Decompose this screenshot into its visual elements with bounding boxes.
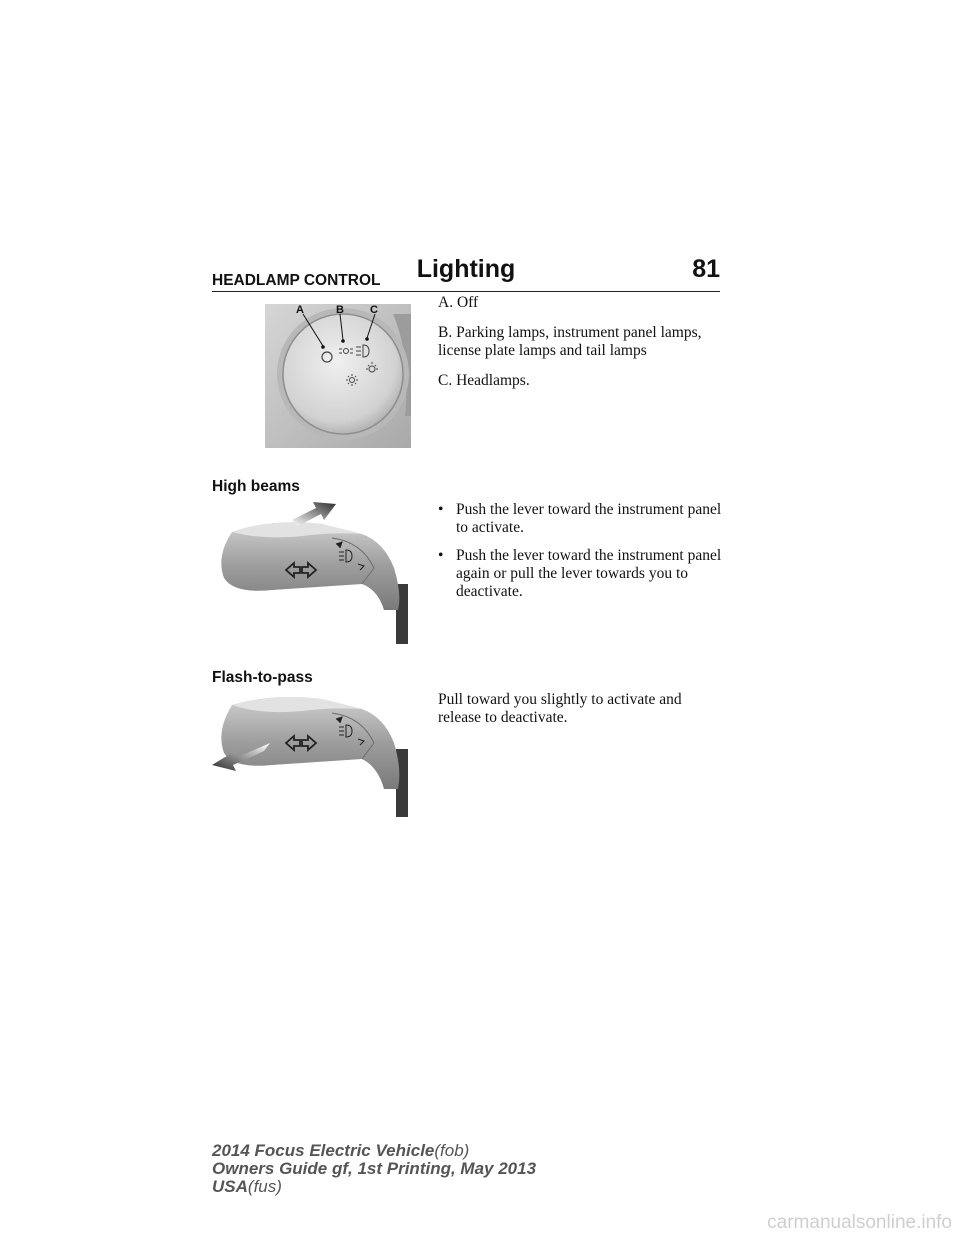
header-divider xyxy=(212,291,720,292)
high-beams-heading: High beams xyxy=(212,478,300,495)
push-forward-arrow-icon xyxy=(292,502,336,526)
footer-vehicle-code: (fob) xyxy=(434,1141,470,1160)
high-beam-lever-illustration xyxy=(212,498,408,644)
page-number: 81 xyxy=(692,255,720,283)
footer-vehicle: 2014 Focus Electric Vehicle xyxy=(212,1141,435,1160)
bullet-glyph: • xyxy=(438,501,444,518)
footer-market: USA xyxy=(212,1177,248,1196)
headlamp-descriptions xyxy=(438,294,723,402)
high-beams-bullet-list xyxy=(438,501,723,601)
headlamp-item-a: A. Off xyxy=(438,294,479,311)
high-beams-bullet-2 xyxy=(438,547,723,601)
label-a: A xyxy=(296,304,304,316)
headlamp-switch-illustration xyxy=(265,296,411,448)
flash-to-pass-instructions xyxy=(438,691,723,739)
flash-to-pass-text: Pull toward you slightly to activate and release to deactivate. xyxy=(438,691,682,726)
bullet-text: Push the lever toward the instrument panel again or pull the lever towards you to deactivate. xyxy=(456,547,722,600)
headlamp-item-b: B. Parking lamps, instrument panel lamps, license plate lamps and tail lamps xyxy=(438,324,702,359)
label-c: C xyxy=(370,304,378,316)
bullet-glyph: • xyxy=(438,547,444,564)
high-beams-bullet-1 xyxy=(438,501,723,537)
footer-line-1 xyxy=(212,1142,536,1160)
footer-line-2: Owners Guide gf, 1st Printing, May 2013 xyxy=(212,1159,537,1178)
footer-market-code: (fus) xyxy=(247,1177,282,1196)
flash-to-pass-lever-illustration xyxy=(208,693,408,817)
bullet-text: Push the lever toward the instrument panel to activate. xyxy=(456,501,722,536)
high-beams-instructions xyxy=(438,501,723,611)
watermark: carmanualsonline.info xyxy=(767,1212,952,1233)
headlamp-item-c: C. Headlamps. xyxy=(438,372,530,389)
page-footer xyxy=(212,1142,536,1196)
page-title: Lighting xyxy=(416,255,516,283)
label-b: B xyxy=(336,304,344,316)
headlamp-control-heading: HEADLAMP CONTROL xyxy=(212,272,381,289)
flash-to-pass-heading: Flash-to-pass xyxy=(212,669,313,686)
footer-line-3 xyxy=(212,1178,536,1196)
